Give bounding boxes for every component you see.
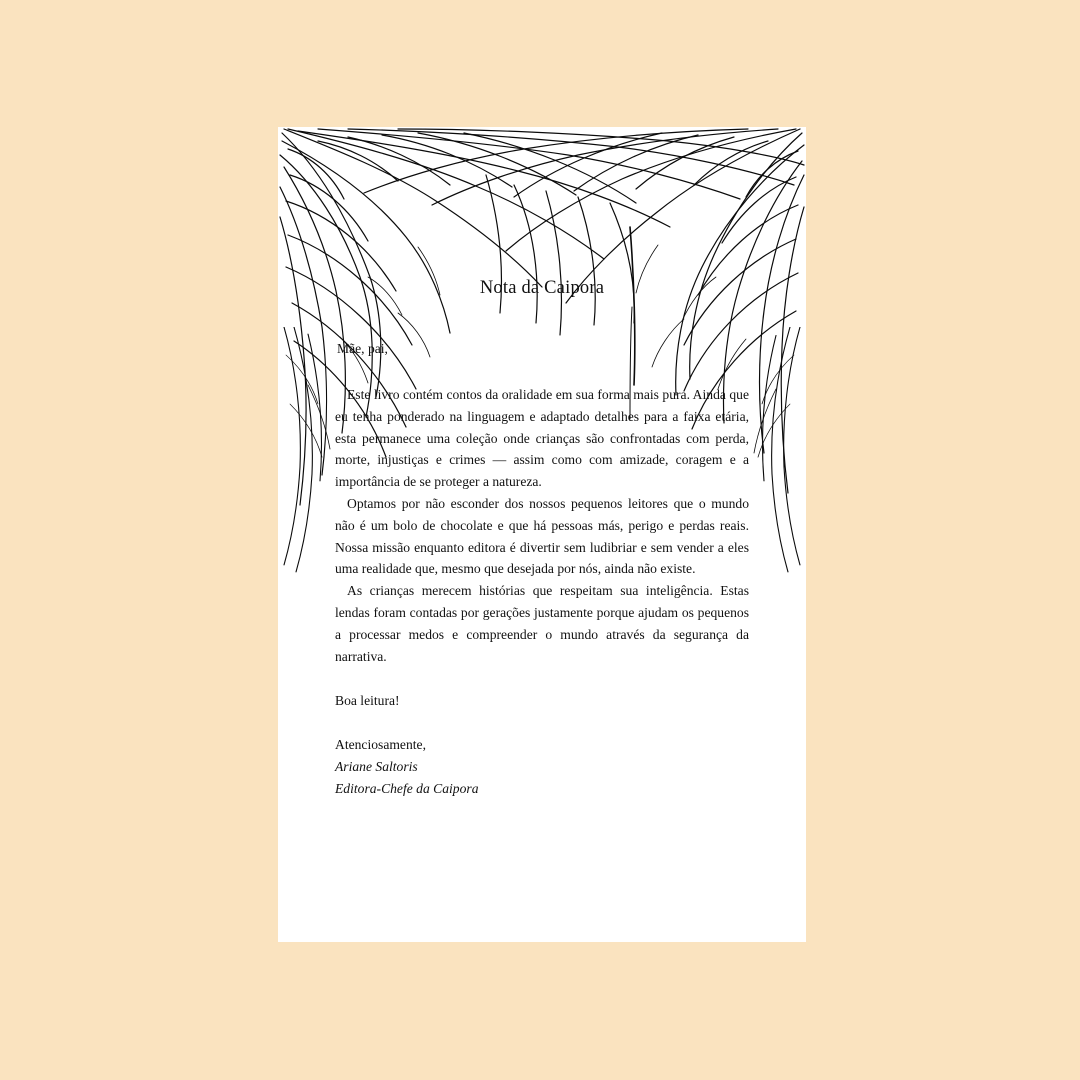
signoff: Atenciosamente,	[335, 737, 426, 753]
letter-content	[335, 127, 749, 797]
document-page	[278, 127, 806, 942]
paragraph-3: As crianças merecem histórias que respeitam sua inteligência. Estas lendas foram contadas por gerações justamente porque ajudam os pequenos a processar medos e compreender o mundo através da segurança da narrativa.	[335, 583, 749, 664]
page-title: Nota da Caipora	[479, 278, 605, 298]
signature-name: Ariane Saltoris	[335, 759, 418, 775]
salutation: Mãe, pai,	[337, 341, 388, 356]
signature-role: Editora-Chefe da Caipora	[335, 781, 479, 797]
paragraph-1: Este livro contém contos da oralidade em sua forma mais pura. Ainda que eu tenha ponderado na linguagem e adaptado detalhes para a faixa etária, esta permanece uma coleção onde crianças são confrontadas com perda, morte, injustiças e crimes — assim como com amizade, coragem e a importância de se proteger a natureza.	[335, 387, 749, 490]
closing-line: Boa leitura!	[335, 693, 400, 709]
paragraph-2: Optamos por não esconder dos nossos pequenos leitores que o mundo não é um bolo de chocolate e que há pessoas más, perigo e perdas reais. Nossa missão enquanto editora é divertir sem ludibriar e sem vender a eles uma realidade que, mesmo que desejada por nós, ainda não existe.	[335, 495, 749, 577]
